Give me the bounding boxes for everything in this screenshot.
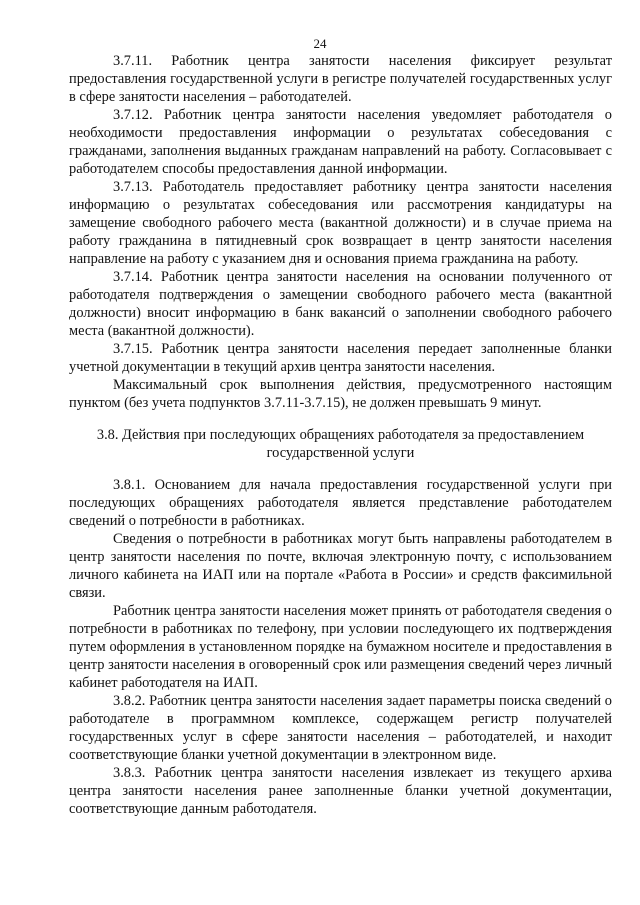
section-heading-3-8	[69, 426, 612, 462]
paragraph-3-8-3: 3.8.3. Работник центра занятости населения извлекает из текущего архива центра занятости населения ранее заполненные бланки учетной документации, соответствующие данным работодателя.	[69, 765, 612, 817]
paragraph-3-8-1: 3.8.1. Основанием для начала предоставления государственной услуги при последующих обращениях работодателя является представление работодателем сведений о потребности в работниках.	[69, 477, 612, 529]
paragraph-submission-methods: Сведения о потребности в работниках могут быть направлены работодателем в центр занятости населения по почте, включая электронную почту, с использованием личного кабинета на ИАП или на портале «Работа в России» и средств факсимильной связи.	[69, 531, 612, 601]
paragraph-3-7-15: 3.7.15. Работник центра занятости населения передает заполненные бланки учетной документации в текущий архив центра занятости населения.	[69, 341, 612, 375]
paragraph-3-7-14: 3.7.14. Работник центра занятости населения на основании полученного от работодателя подтверждения о замещении свободного рабочего места (вакантной должности) вносит информацию в банк вакансий о заполнении свободного рабочего места (вакантной должности).	[69, 269, 612, 339]
spacer	[69, 462, 612, 476]
section-heading-line-2: государственной услуги	[266, 445, 415, 461]
paragraph-max-time: Максимальный срок выполнения действия, предусмотренного настоящим пунктом (без учета подпунктов 3.7.11-3.7.15), не должен превышать 9 минут.	[69, 377, 612, 411]
paragraph-3-7-12: 3.7.12. Работник центра занятости населения уведомляет работодателя о необходимости предоставления информации о результатах собеседования с гражданами, заполнения выданных гражданам направлений на работу. Согласовывает с работодателем способы предоставления данной информации.	[69, 107, 612, 177]
document-body	[69, 52, 612, 818]
paragraph-3-7-13: 3.7.13. Работодатель предоставляет работнику центра занятости населения информацию о результатах собеседования или рассмотрения кандидатуры на замещение свободного рабочего места (вакантной должности) и в случае приема на работу гражданина в пятидневный срок возвращает в центр занятости населения направление на работу с указанием дня и основания приема гражданина на работу.	[69, 179, 612, 267]
spacer	[69, 412, 612, 426]
paragraph-phone-acceptance: Работник центра занятости населения может принять от работодателя сведения о потребности в работниках по телефону, при условии последующего их подтверждения путем оформления в установленном порядке на бумажном носителе и предоставления в центр занятости населения в оговоренный срок или размещения сведений через личный кабинет работодателя на ИАП.	[69, 603, 612, 691]
paragraph-3-7-11: 3.7.11. Работник центра занятости населения фиксирует результат предоставления государственной услуги в регистре получателей государственных услуг в сфере занятости населения – работодателей.	[69, 53, 612, 105]
paragraph-3-8-2: 3.8.2. Работник центра занятости населения задает параметры поиска сведений о работодателе в программном комплексе, содержащем регистр получателей государственных услуг в сфере занятости населения – работодателей, и находит соответствующие бланки учетной документации в электронном виде.	[69, 693, 612, 763]
section-heading-line-1: 3.8. Действия при последующих обращениях работодателя за предоставлением	[96, 427, 585, 443]
page-number: 24	[313, 36, 327, 51]
